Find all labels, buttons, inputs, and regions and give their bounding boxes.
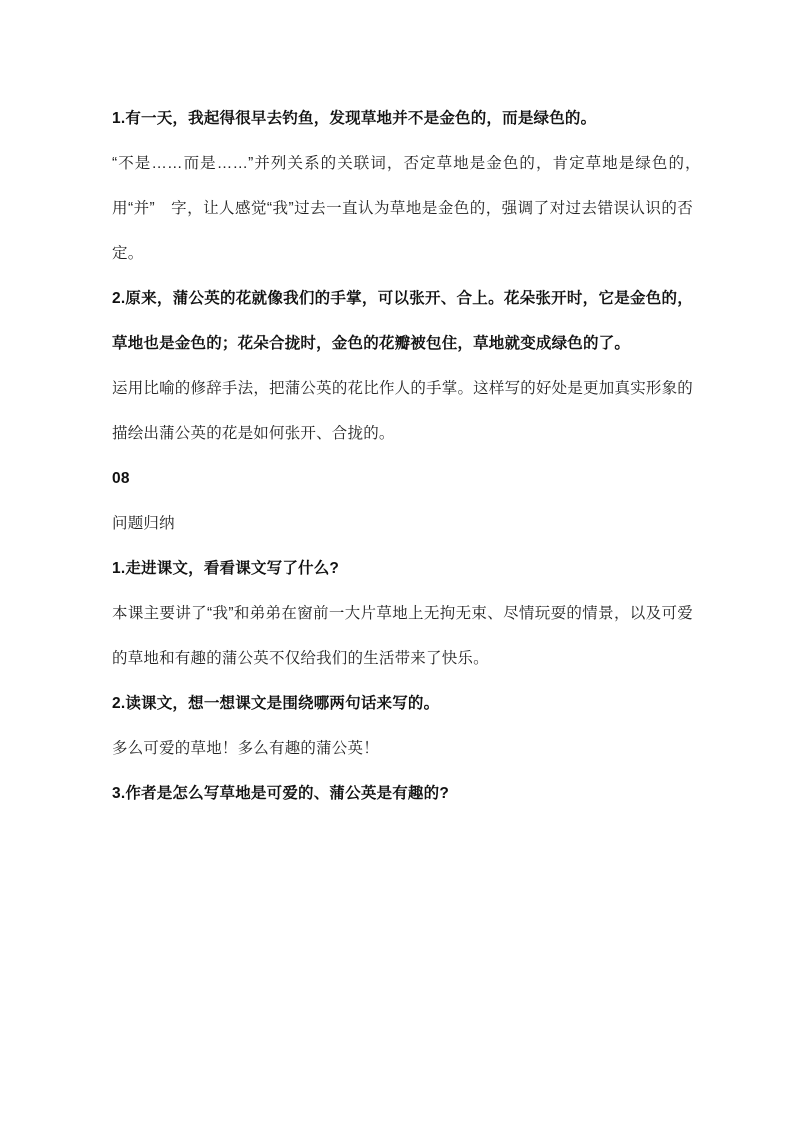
section-title: 问题归纳: [112, 515, 175, 532]
answer-1: 本课主要讲了“我”和弟弟在窗前一大片草地上无拘无束、尽情玩耍的情景，以及可爱的草地和有趣的蒲公英不仅给我们的生活带来了快乐。: [112, 605, 693, 667]
sentence-analysis-1-sentence: 1.有一天，我起得很早去钓鱼，发现草地并不是金色的，而是绿色的。: [112, 110, 597, 127]
answer-2: 多么可爱的草地！多么有趣的蒲公英！: [112, 740, 379, 757]
sentence-analysis-2-note: 运用比喻的修辞手法，把蒲公英的花比作人的手掌。这样写的好处是更加真实形象的描绘出蒲公英的花是如何张开、合拢的。: [112, 380, 693, 442]
question-2: 2.读课文，想一想课文是围绕哪两句话来写的。: [112, 695, 440, 712]
question-3: 3.作者是怎么写草地是可爱的、蒲公英是有趣的?: [112, 785, 449, 802]
section-number: 08: [112, 470, 130, 487]
sentence-analysis-1-note: “不是……而是……”并列关系的关联词，否定草地是金色的，肯定草地是绿色的， 用“并” 字，让人感觉“我”过去一直认为草地是金色的，强调了对过去错误认识的否定。: [112, 155, 709, 262]
question-1: 1.走进课文，看看课文写了什么?: [112, 560, 340, 577]
sentence-analysis-2-sentence: 2.原来，蒲公英的花就像我们的手掌，可以张开、合上。花朵张开时，它是金色的，草地也是金色的；花朵合拢时，金色的花瓣被包住，草地就变成绿色的了。: [112, 290, 693, 352]
